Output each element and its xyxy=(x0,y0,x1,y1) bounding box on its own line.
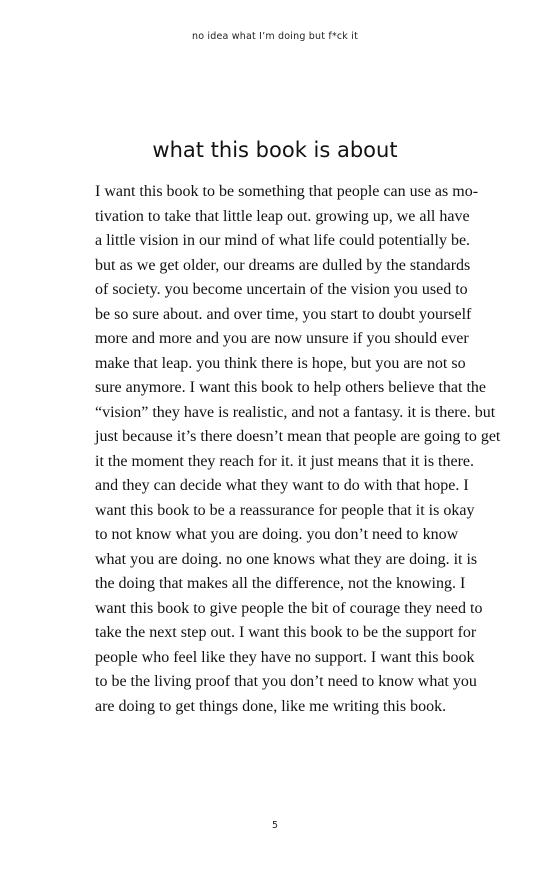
paragraph-line: sure anymore. I want this book to help others believe that the xyxy=(95,379,487,396)
paragraph-line: take the next step out. I want this book to be the support for xyxy=(95,624,477,641)
paragraph-line: to not know what you are doing. you don’t need to know xyxy=(95,526,459,543)
paragraph-line: are doing to get things done, like me writing this book. xyxy=(95,697,447,715)
paragraph-line: I want this book to be something that people can use as mo- xyxy=(95,183,479,200)
paragraph-line: tivation to take that little leap out. growing up, we all have xyxy=(95,207,470,225)
paragraph-line: want this book to give people the bit of courage they need to xyxy=(95,599,483,617)
page-number: 5 xyxy=(271,820,279,831)
paragraph-line: it the moment they reach for it. it just means that it is there. xyxy=(95,452,475,470)
paragraph-line: be so sure about. and over time, you start to doubt yourself xyxy=(95,305,472,323)
paragraph-line: “vision” they have is realistic, and not a fantasy. it is there. but xyxy=(95,403,496,421)
paragraph-line: but as we get older, our dreams are dulled by the standards xyxy=(95,256,471,274)
body-paragraph xyxy=(95,180,501,719)
paragraph-line: a little vision in our mind of what life could potentially be. xyxy=(95,232,471,249)
paragraph-line: more and more and you are now unsure if you should ever xyxy=(95,330,469,347)
chapter-title: what this book is about xyxy=(152,138,398,162)
paragraph-line: want this book to be a reassurance for people that it is okay xyxy=(95,501,475,519)
running-header: no idea what I’m doing but f*ck it xyxy=(191,31,358,42)
paragraph-line: to be the living proof that you don’t need to know what you xyxy=(95,673,477,690)
paragraph-line: what you are doing. no one knows what they are doing. it is xyxy=(95,550,478,568)
paragraph-line: the doing that makes all the difference, not the knowing. I xyxy=(95,575,466,592)
paragraph-line: make that leap. you think there is hope, but you are not so xyxy=(95,354,466,372)
paragraph-line: of society. you become uncertain of the vision you used to xyxy=(95,281,468,298)
paragraph-line: and they can decide what they want to do with that hope. I xyxy=(95,477,469,494)
paragraph-line: people who feel like they have no support. I want this book xyxy=(95,648,475,666)
paragraph-line: just because it’s there doesn’t mean that people are going to get xyxy=(95,428,501,445)
